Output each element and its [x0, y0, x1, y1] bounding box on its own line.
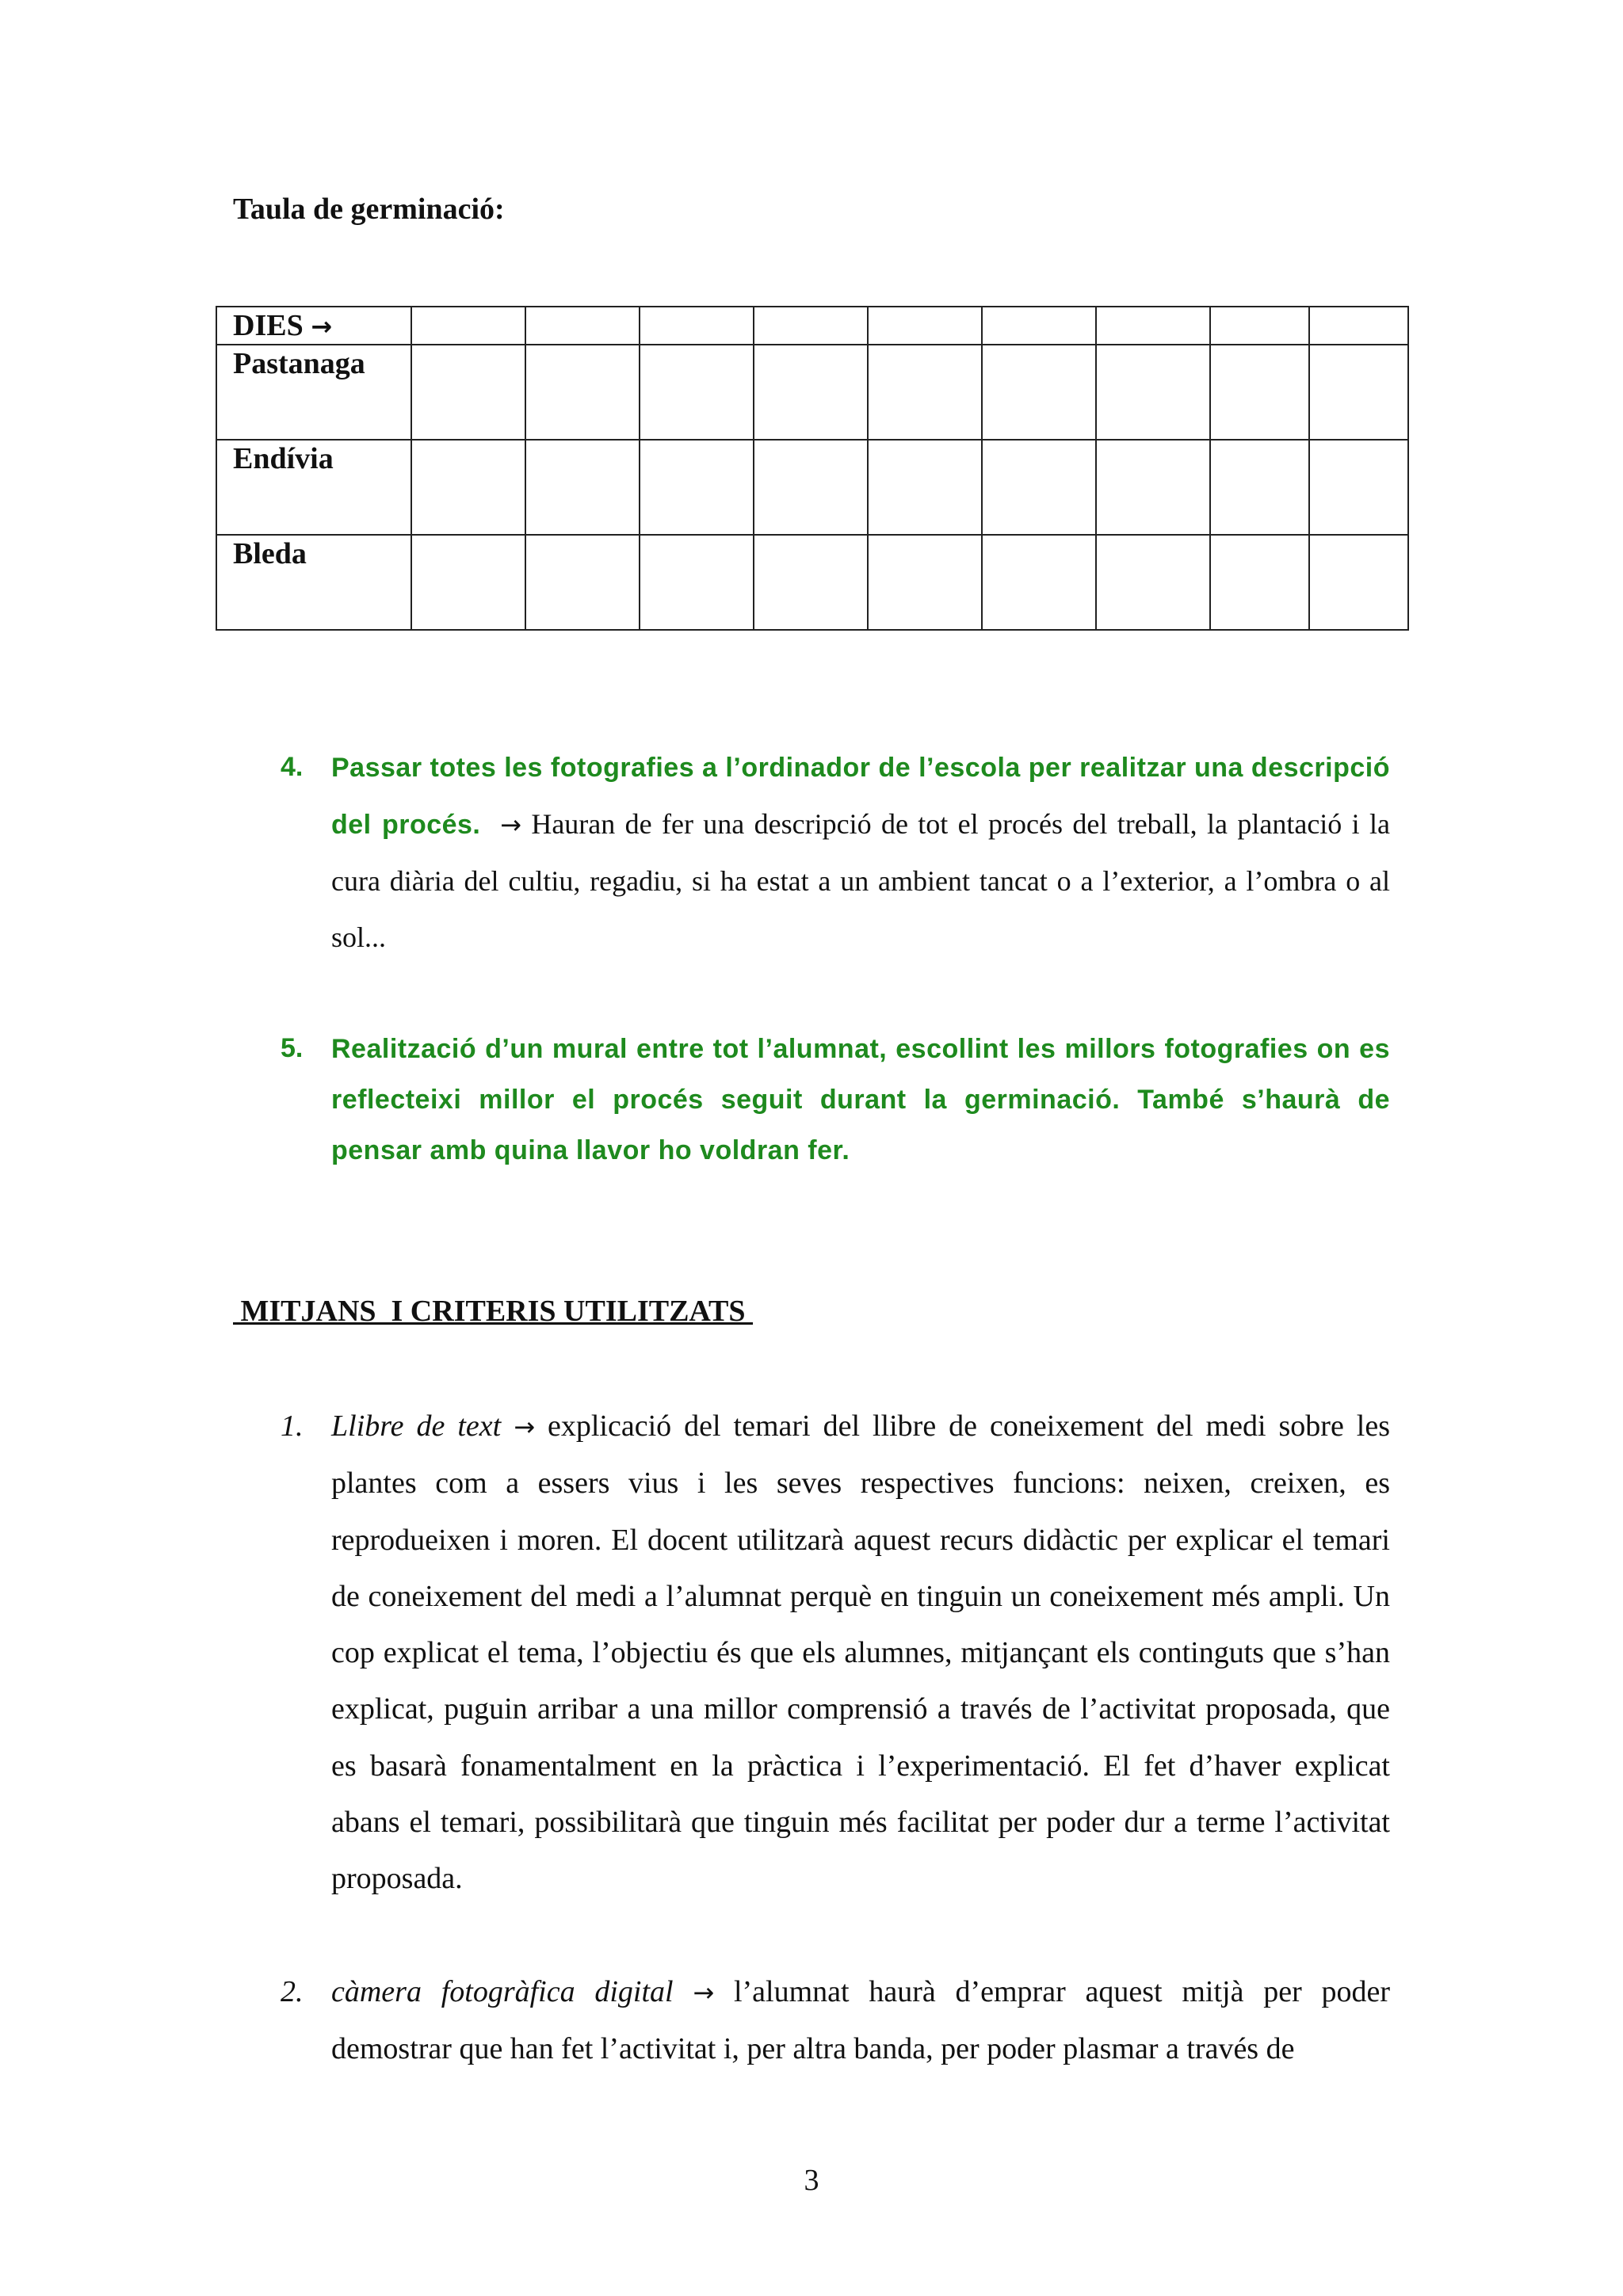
- day-cell: [754, 307, 868, 345]
- arrow-right-icon: →: [514, 1412, 535, 1442]
- table-header-cell: [216, 307, 411, 345]
- table-cell: [411, 535, 525, 630]
- table-cell: [868, 345, 982, 440]
- list-item: [281, 1964, 1390, 2078]
- table-cell: [868, 440, 982, 535]
- table-cell: [754, 440, 868, 535]
- row-label-endivia: Endívia: [233, 442, 334, 475]
- row-label-bleda: Bleda: [233, 537, 307, 570]
- item-number: 1.: [281, 1409, 304, 1443]
- table-cell: [1210, 345, 1309, 440]
- table-cell: [1309, 345, 1408, 440]
- table-cell: [1096, 440, 1210, 535]
- step-number: 5.: [281, 1033, 304, 1063]
- day-cell: [411, 307, 525, 345]
- item-body: [331, 1964, 1390, 2078]
- table-cell: [525, 535, 640, 630]
- page-number: 3: [804, 2164, 819, 2197]
- day-cell: [868, 307, 982, 345]
- row-label-pastanaga: Pastanaga: [233, 347, 365, 380]
- table-cell: [1210, 440, 1309, 535]
- step-4: [281, 739, 1390, 966]
- table-cell: [525, 440, 640, 535]
- list-item: [281, 1398, 1390, 1908]
- day-cell: [1096, 307, 1210, 345]
- table-header-row: [216, 307, 1408, 345]
- step-5: [281, 1024, 1390, 1176]
- table-cell: [982, 535, 1096, 630]
- table-cell: [1096, 535, 1210, 630]
- table-cell: [640, 345, 754, 440]
- item-text: l’alumnat haurà d’emprar aquest mitjà per poder demostrar que han fet l’activitat i, per altra banda, per poder plasmar a través de: [331, 1975, 1391, 2066]
- table-cell: [411, 345, 525, 440]
- arrow-right-icon: →: [500, 810, 521, 840]
- table-cell: [982, 345, 1096, 440]
- step-4-body: [331, 739, 1390, 966]
- day-cell: [982, 307, 1096, 345]
- table-cell: [868, 535, 982, 630]
- day-cell: [640, 307, 754, 345]
- table-cell: [1309, 440, 1408, 535]
- table-cell: [1210, 535, 1309, 630]
- item-title: càmera fotogràfica digital: [331, 1975, 674, 2008]
- item-body: [331, 1398, 1390, 1908]
- step-4-title: Passar totes les fotografies a l’ordinador de l’escola per realitzar una descripció del procés.: [331, 753, 1390, 840]
- day-cell: [1210, 307, 1309, 345]
- step-4-text: Hauran de fer una descripció de tot el procés del treball, la plantació i la cura diària del cultiu, regadiu, si ha estat a un ambient tancat o a l’exterior, a l’ombra o al sol...: [331, 808, 1391, 953]
- day-cell: [1309, 307, 1408, 345]
- arrow-right-icon: →: [693, 1978, 715, 2008]
- days-label: DIES: [233, 309, 304, 342]
- table-cell: [754, 535, 868, 630]
- table-row: [216, 535, 1408, 630]
- step-5-text: Realització d’un mural entre tot l’alumnat, escollint les millors fotografies on es reflecteixi millor el procés seguit durant la germinació. També s’haurà de pensar amb quina llavor ho voldran fer.: [331, 1034, 1390, 1165]
- arrow-right-icon: →: [311, 311, 333, 341]
- table-row: [216, 345, 1408, 440]
- item-title: Llibre de text: [331, 1409, 502, 1443]
- table-cell: [754, 345, 868, 440]
- section-heading: MITJANS I CRITERIS UTILITZATS: [233, 1295, 754, 1328]
- table-cell: [1309, 535, 1408, 630]
- table-cell: [1096, 345, 1210, 440]
- step-number: 4.: [281, 752, 304, 782]
- table-cell: [525, 345, 640, 440]
- table-cell: [640, 440, 754, 535]
- table-cell: [411, 440, 525, 535]
- table-title: Taula de germinació:: [233, 193, 505, 226]
- day-cell: [525, 307, 640, 345]
- table-row: [216, 440, 1408, 535]
- item-text: explicació del temari del llibre de coneixement del medi sobre les plantes com a essers vius i les seves respectives funcions: neixen, creixen, es reprodueixen i moren. El docent utilitzarà aquest recurs didàctic per explicar el temari de coneixement del medi a l’alumnat perquè en tinguin un coneixement més ampli. Un cop explicat el tema, l’objectiu és que els alumnes, mitjançant els continguts que s’han explicat, puguin arribar a una millor comprensió a través de l’activitat proposada, que es basarà fonamentalment en la pràctica i l’experimentació. El fet d’haver explicat abans el temari, possibilitarà que tinguin més facilitat per poder dur a terme l’activitat proposada.: [331, 1409, 1391, 1896]
- item-number: 2.: [281, 1975, 304, 2008]
- step-5-body: [331, 1024, 1390, 1176]
- table-cell: [982, 440, 1096, 535]
- germination-table: [216, 306, 1409, 631]
- table-cell: [640, 535, 754, 630]
